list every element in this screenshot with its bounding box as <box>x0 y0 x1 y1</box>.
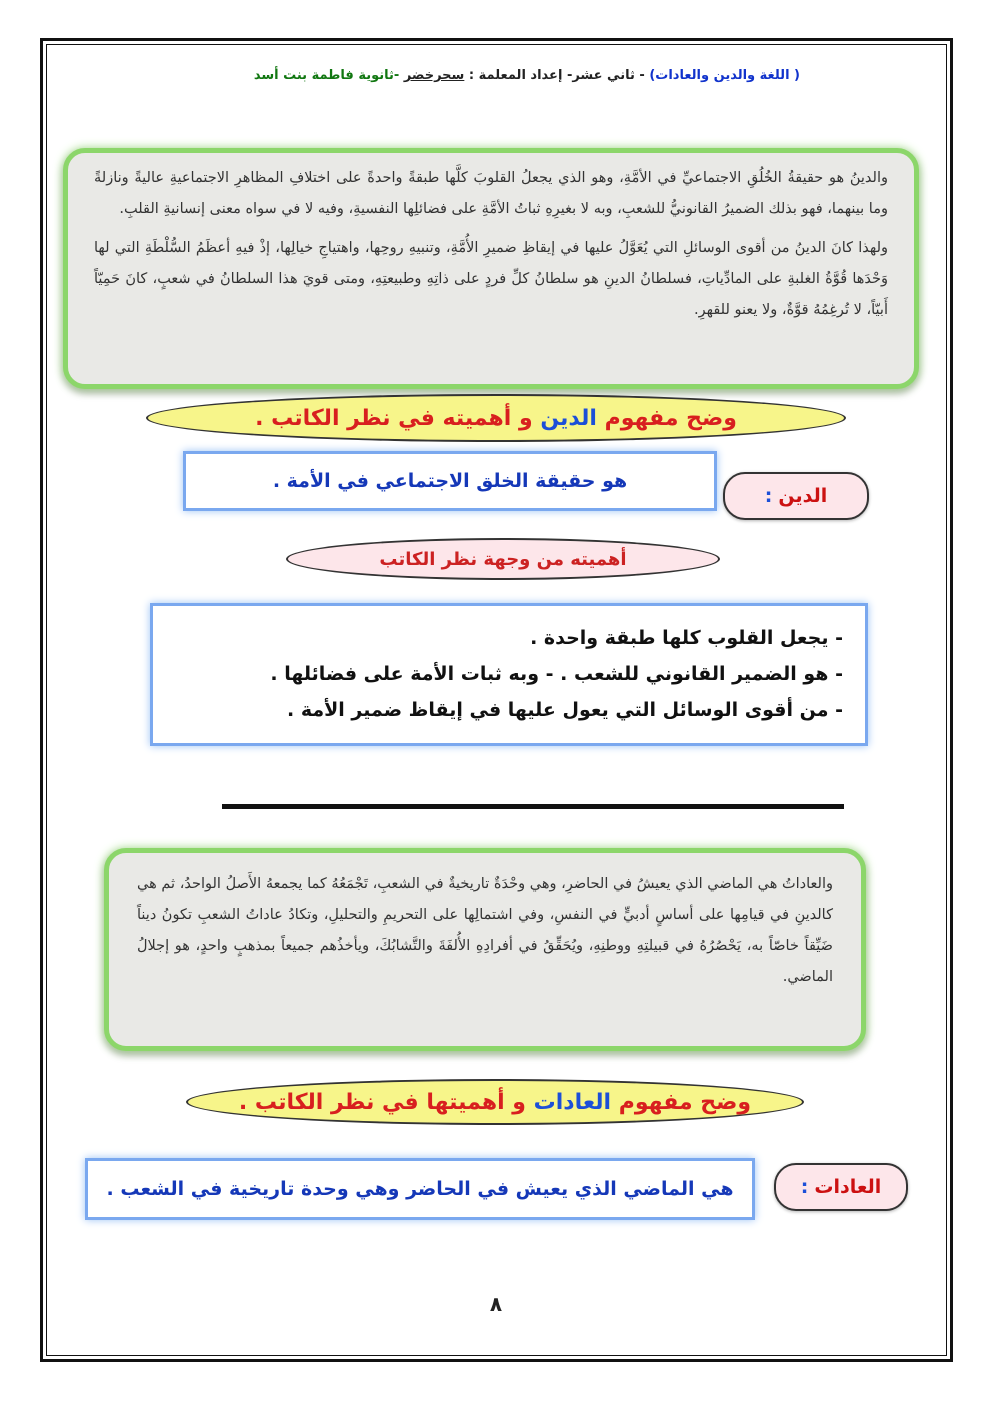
term-customs-colon: : <box>800 1176 809 1198</box>
term-religion-colon: : <box>764 485 773 507</box>
answer-customs-definition: هي الماضي الذي يعيش في الحاضر وهي وحدة تاريخية في الشعب . <box>85 1158 755 1220</box>
question-religion-part-3: و أهميته في نظر الكاتب . <box>255 405 533 431</box>
passage-religion-para-2: ولهذا كانَ الدينُ من أقوى الوسائلِ التي يُعَوَّلُ عليها في إيقاظِ ضميرِ الأُمَّةِ، وتنبيهِ روحِها، واهتياجِ خيالِها، إذْ فيهِ أعظَمُ السُّلْطَةِ التي لها وَحْدَها قُوَّةُ الغلبةِ على المادِّياتِ، فسلطانُ الدينِ هو سلطانُ كلِّ فردٍ على ذاتِهِ وطبيعتِهِ، ومتى قويَ هذا السلطانُ في شعبٍ، كانَ حَمِيّاً أَبيّاً، لا تُرغِمُهُ قوَّةٌ، ولا يعنو للقهرِ. <box>94 240 888 318</box>
section-divider <box>222 804 844 809</box>
header-separator: - <box>639 68 645 83</box>
importance-item-3: - من أقوى الوسائل التي يعول عليها في إيقاظ ضمير الأمة . <box>286 699 843 721</box>
question-customs-term: العادات <box>533 1089 612 1115</box>
header-teacher: سحرخضر <box>403 68 465 83</box>
header-school: -ثانوية فاطمة بنت أسد <box>253 68 400 83</box>
term-religion-label <box>723 472 869 520</box>
header-title: ( اللغة والدين والعادات) <box>649 68 800 83</box>
passage-religion-para-1: والدينُ هو حقيقةُ الخُلُقِ الاجتماعيِّ في الأمَّةِ، وهو الذي يجعلُ القلوبَ كلَّها طبقةً واحدةً على اختلافِ المظاهرِ الاجتماعيةِ عاليةً ونازلةً وما بينهما، فهو بذلك الضميرُ القانونيُّ للشعبِ، وبه لا بغيرِهِ ثباتُ الأمَّةِ على فضائلِها النفسيةِ، وفيه لا في سواه معنى إنسانيةِ القلبِ. <box>94 170 888 217</box>
subheading-importance: أهميته من وجهة نظر الكاتب <box>286 538 720 580</box>
header-grade: ثاني عشر- <box>566 68 635 83</box>
question-customs-part-1: وضح مفهوم <box>618 1089 752 1115</box>
page-number: ٨ <box>489 1292 503 1316</box>
question-customs-part-3: و أهميتها في نظر الكاتب . <box>238 1089 526 1115</box>
header-prepared-by: إعداد المعلمة : <box>468 68 563 83</box>
term-customs-label <box>774 1163 908 1211</box>
answer-religion-definition: هو حقيقة الخلق الاجتماعي في الأمة . <box>183 451 717 511</box>
question-religion-part-1: وضح مفهوم <box>604 405 737 431</box>
page-header <box>120 68 800 83</box>
question-customs <box>186 1079 804 1125</box>
importance-item-1: - يجعل القلوب كلها طبقة واحدة . <box>530 627 843 649</box>
importance-list <box>150 603 868 746</box>
question-religion <box>146 394 846 442</box>
importance-item-2: - هو الضمير القانوني للشعب . - وبه ثبات الأمة على فضائلها . <box>270 663 843 685</box>
question-religion-term: الدين <box>540 405 597 431</box>
passage-customs-para-1: والعاداتُ هي الماضي الذي يعيشُ في الحاضرِ، وهي وحْدَةٌ تاريخيةٌ في الشعبِ، تَجْمَعُهُ كما يجمعهُ الأَصلُ الواحدُ، ثم هي كالدينِ في قيامِها على أساسٍ أدبيٍّ في النفسِ، وفي اشتمالِها على التحريمِ والتحليلِ، وتكادُ عاداتُ الشعبِ تكونُ ديناً ضَيِّقاً خاصّاً به، يَحْصُرُهُ في قبيلتِهِ ووطنِهِ، ويُحَقِّقُ في أفرادِهِ الأُلفَةَ والتَّشابُكَ، ويأخذُهم جميعاً بمذهبٍ واحدٍ، هو إجلالُ الماضي. <box>137 876 833 985</box>
term-customs-text: العادات <box>814 1176 882 1198</box>
passage-customs <box>104 848 866 1051</box>
passage-religion <box>63 148 919 389</box>
term-religion-text: الدين <box>778 485 828 507</box>
